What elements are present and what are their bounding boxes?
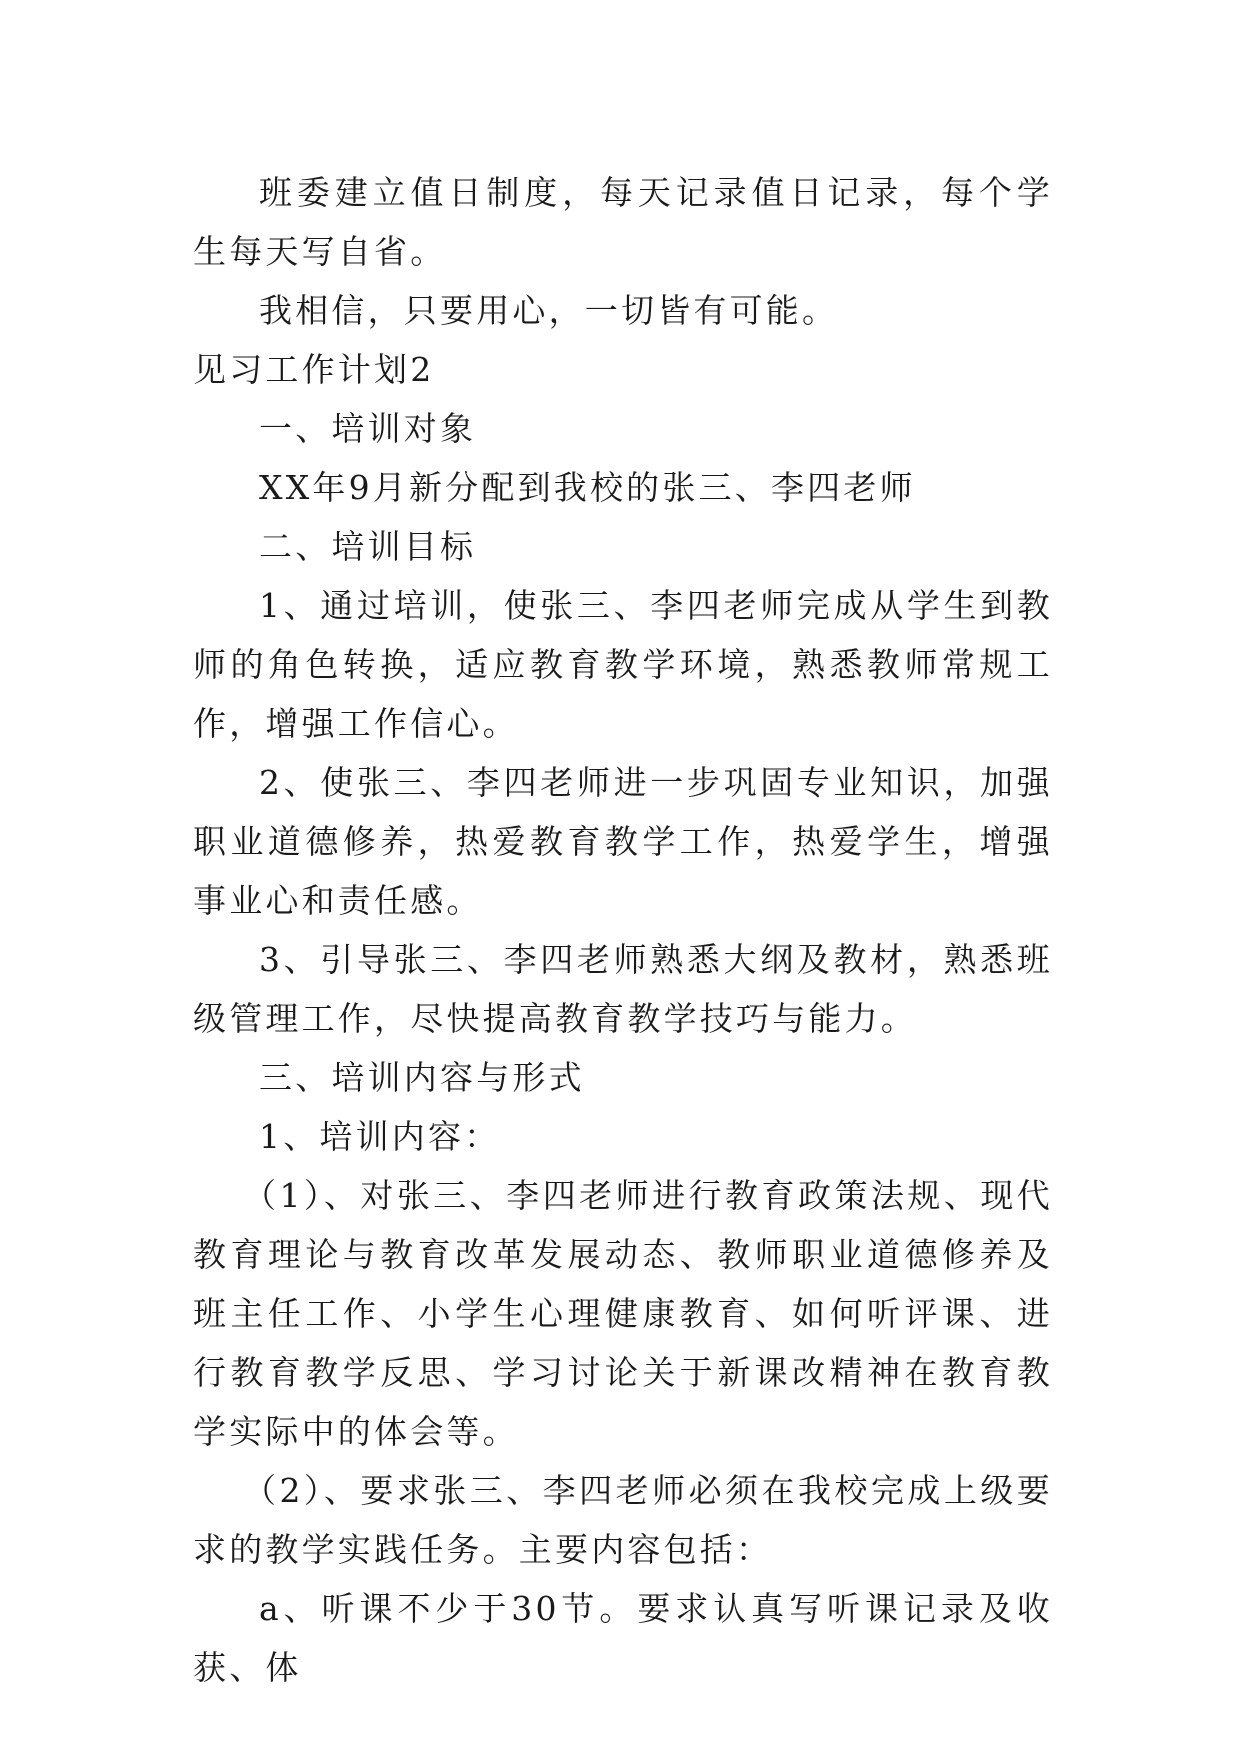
paragraph-duty-system: 班委建立值日制度，每天记录值日记录，每个学生每天写自省。 <box>193 173 1053 271</box>
paragraph-item-a: a、听课不少于30节。要求认真写听课记录及收获、体 <box>193 1589 1053 1687</box>
heading-training-target: 一、培训对象 <box>259 409 477 448</box>
heading-training-content: 1、培训内容： <box>259 1117 501 1156</box>
document-page <box>193 163 1053 1697</box>
paragraph-training-target: XX年9月新分配到我校的张三、李四老师 <box>259 468 916 507</box>
paragraph-goal-2: 2、使张三、李四老师进一步巩固专业知识，加强职业道德修养，热爱教育教学工作，热爱学生，增强事业心和责任感。 <box>193 763 1053 920</box>
paragraph-content-1: （1）、对张三、李四老师进行教育政策法规、现代教育理论与教育改革发展动态、教师职业道德修养及班主任工作、小学生心理健康教育、如何听评课、进行教育教学反思、学习讨论关于新课改精神在教育教学实际中的体会等。 <box>193 1176 1053 1451</box>
paragraph-goal-1: 1、通过培训，使张三、李四老师完成从学生到教师的角色转换，适应教育教学环境，熟悉教师常规工作，增强工作信心。 <box>193 586 1053 743</box>
heading-training-content-form: 三、培训内容与形式 <box>259 1058 585 1097</box>
paragraph-belief: 我相信，只要用心，一切皆有可能。 <box>259 291 839 330</box>
paragraph-goal-3: 3、引导张三、李四老师熟悉大纲及教材，熟悉班级管理工作，尽快提高教育教学技巧与能力。 <box>193 940 1053 1038</box>
heading-training-goals: 二、培训目标 <box>259 527 477 566</box>
section-title-plan-2: 见习工作计划2 <box>193 350 435 389</box>
paragraph-content-2: （2）、要求张三、李四老师必须在我校完成上级要求的教学实践任务。主要内容包括： <box>193 1471 1053 1569</box>
